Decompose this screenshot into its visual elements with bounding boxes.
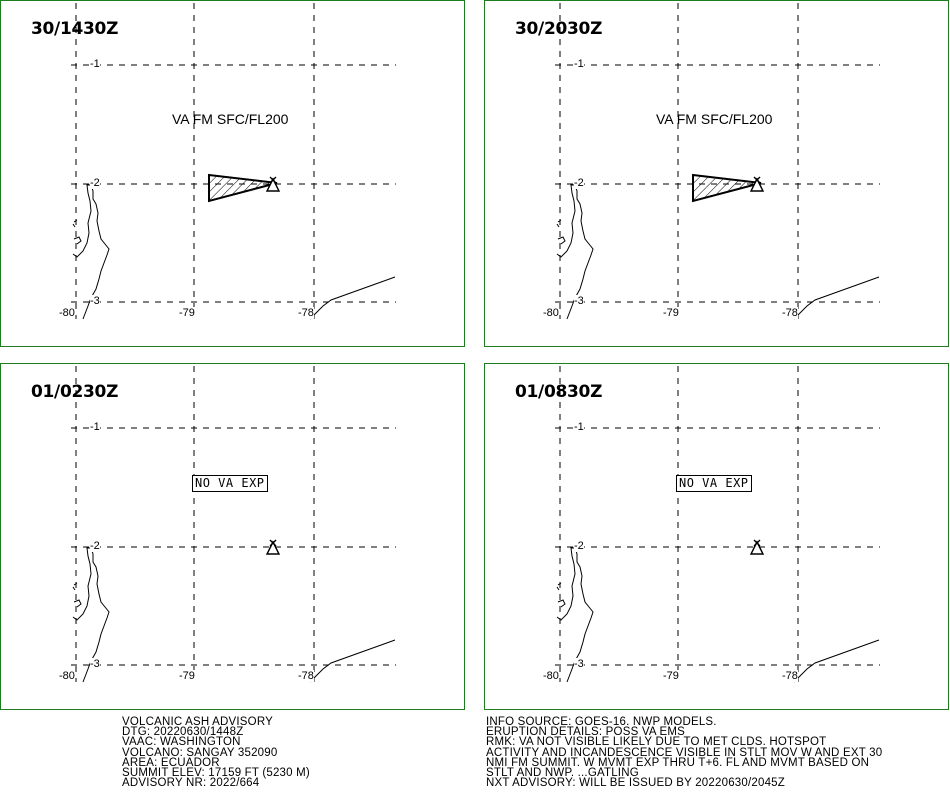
advisory-line: AREA: ECUADOR: [122, 756, 220, 769]
longitude-label: -79: [663, 670, 679, 682]
longitude-label: -78: [298, 670, 314, 682]
panel-time: 30/2030Z: [515, 19, 603, 39]
coastline-east: [794, 277, 879, 319]
longitude-label: -78: [298, 307, 314, 319]
ash-cloud-polygon: [693, 175, 761, 201]
longitude-label: -79: [179, 307, 195, 319]
latitude-label: -1: [574, 421, 584, 433]
no-va-label: NO VA EXP: [192, 475, 268, 492]
advisory-line: SUMMIT ELEV: 17159 FT (5230 M): [122, 767, 310, 780]
latitude-label: -1: [90, 421, 100, 433]
advisory-line: DTG: 20220630/1448Z: [122, 726, 244, 739]
advisory-line: ACTIVITY AND INCANDESCENCE VISIBLE IN STLT MOV W AND EXT 30: [486, 746, 883, 759]
map-canvas: [1, 1, 466, 348]
longitude-label: -78: [782, 670, 798, 682]
longitude-label: -78: [782, 307, 798, 319]
latitude-label: -2: [574, 540, 584, 552]
forecast-panel: [484, 363, 949, 710]
longitude-label: -80: [543, 670, 559, 682]
advisory-line: NXT ADVISORY: WILL BE ISSUED BY 20220630/2045Z: [486, 777, 785, 790]
advisory-line: VOLCANO: SANGAY 352090: [122, 746, 278, 759]
coastline-east: [794, 640, 879, 682]
va-layer-label: VA FM SFC/FL200: [172, 111, 289, 127]
panel-time: 01/0230Z: [31, 382, 119, 402]
panel-time: 01/0830Z: [515, 382, 603, 402]
map-canvas: [1, 364, 466, 711]
latitude-label: -3: [574, 295, 584, 307]
latitude-label: -2: [90, 177, 100, 189]
latitude-label: -1: [574, 58, 584, 70]
advisory-line: ERUPTION DETAILS: POSS VA EMS: [486, 726, 686, 739]
advisory-line: NMI FM SUMMIT. W MVMT EXP THRU T+6. FL AND MVMT BASED ON: [486, 756, 870, 769]
latitude-label: -1: [90, 58, 100, 70]
latitude-label: -3: [574, 658, 584, 670]
advisory-left: [122, 717, 310, 788]
forecast-panel: [484, 0, 949, 347]
advisory-line: ADVISORY NR: 2022/664: [122, 777, 260, 790]
longitude-label: -80: [543, 307, 559, 319]
advisory-line: STLT AND NWP. ...GATLING: [486, 767, 639, 780]
advisory-right: [486, 717, 882, 788]
longitude-label: -80: [59, 307, 75, 319]
coastline-east: [310, 277, 395, 319]
ash-cloud-polygon: [209, 175, 277, 201]
longitude-label: -79: [179, 670, 195, 682]
coastline-east: [310, 640, 395, 682]
forecast-panel: [0, 0, 465, 347]
advisory-line: INFO SOURCE: GOES-16. NWP MODELS.: [486, 716, 717, 728]
advisory-line: RMK: VA NOT VISIBLE LIKELY DUE TO MET CLDS. HOTSPOT: [486, 736, 827, 749]
longitude-label: -80: [59, 670, 75, 682]
latitude-label: -3: [90, 658, 100, 670]
latitude-label: -2: [574, 177, 584, 189]
latitude-label: -2: [90, 540, 100, 552]
longitude-label: -79: [663, 307, 679, 319]
latitude-label: -3: [90, 295, 100, 307]
map-canvas: [485, 364, 950, 711]
advisory-line: VAAC: WASHINGTON: [122, 736, 241, 749]
panel-time: 30/1430Z: [31, 19, 119, 39]
advisory-line: VOLCANIC ASH ADVISORY: [122, 716, 273, 728]
forecast-panel: [0, 363, 465, 710]
map-canvas: [485, 1, 950, 348]
va-layer-label: VA FM SFC/FL200: [656, 111, 773, 127]
no-va-label: NO VA EXP: [676, 475, 752, 492]
